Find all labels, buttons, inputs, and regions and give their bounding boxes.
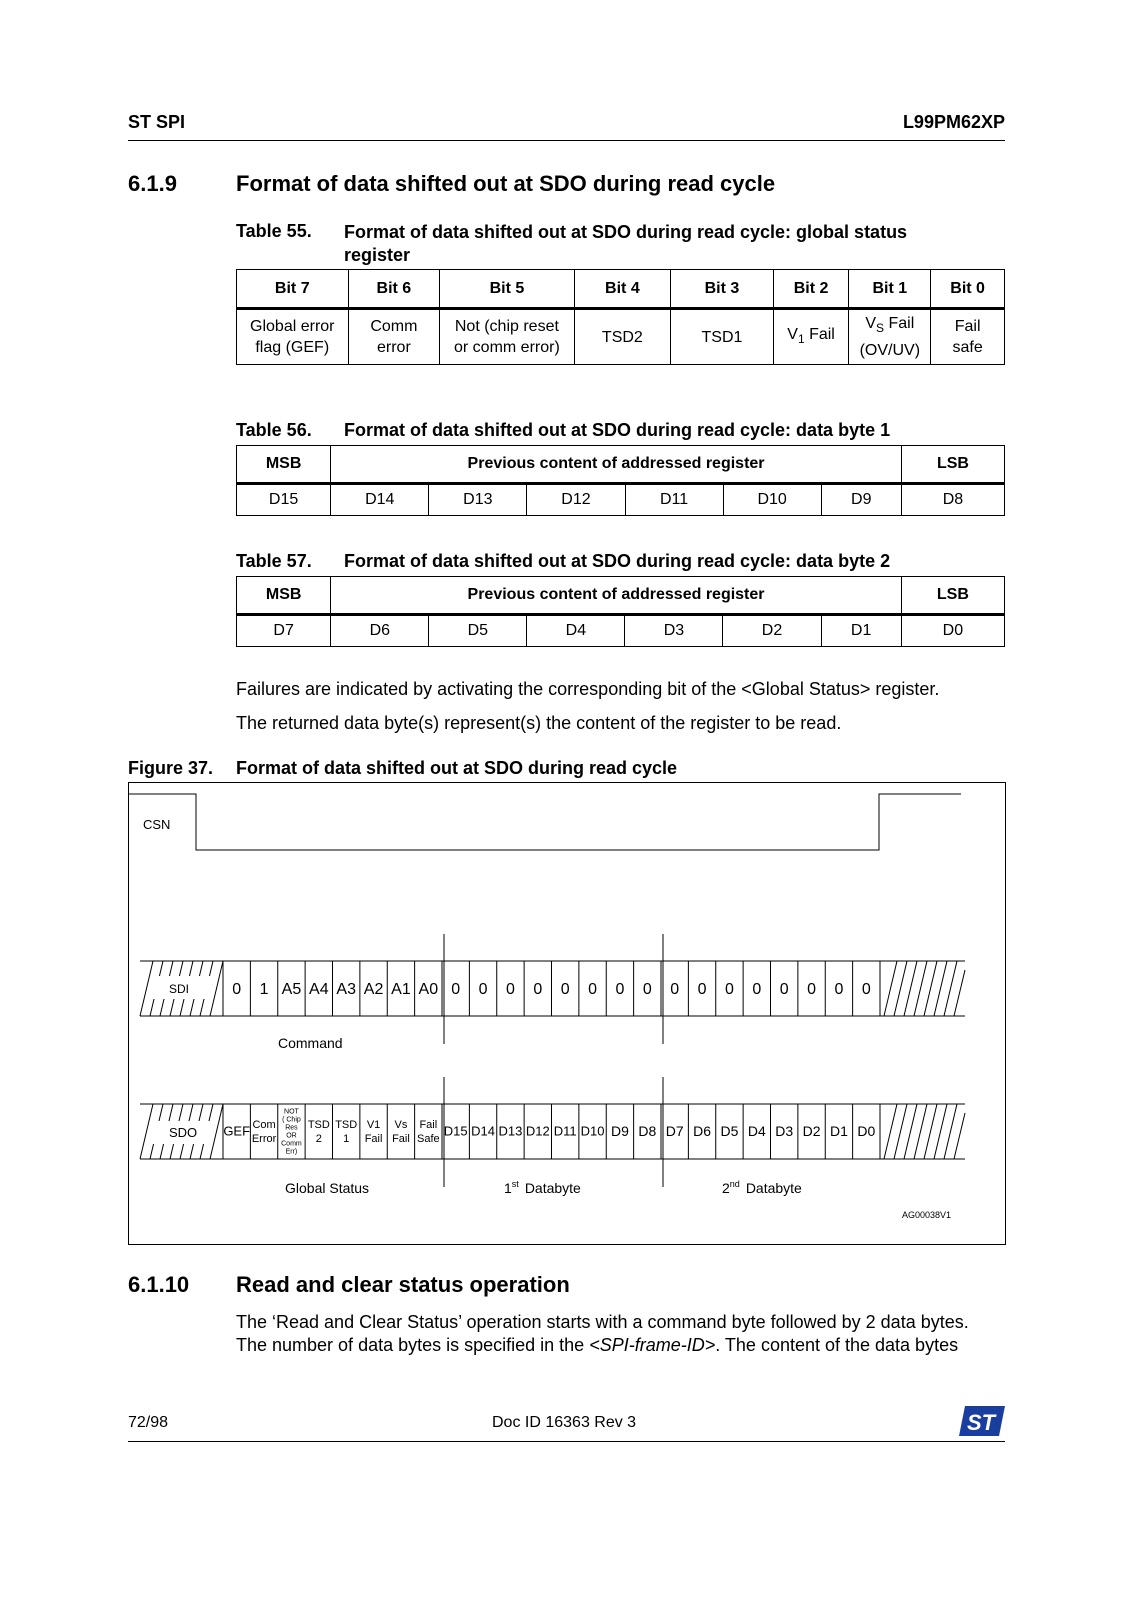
- section-title: Format of data shifted out at SDO during read cycle: [236, 171, 776, 196]
- sdo-status-bit: Res: [285, 1124, 298, 1132]
- table56-middle: Previous content of addressed register: [331, 446, 902, 484]
- sdo-hatch-right: [884, 1104, 965, 1159]
- sdi-bit-cells: [223, 961, 880, 1016]
- sdo-status-bit: Fail: [392, 1132, 410, 1145]
- table55-cell-vs-fail: $V_S$ Fail (OV/UV): [849, 309, 931, 365]
- sdo-status-bit: OR: [286, 1132, 297, 1140]
- sdo-data-bit: D3: [775, 1122, 794, 1139]
- table55: [236, 269, 1005, 365]
- header-rule: [128, 140, 1005, 141]
- sdo-status-bit: 1: [343, 1132, 350, 1145]
- header-right: L99PM62XP: [902, 112, 1005, 132]
- table55-header-cell: Bit 5: [440, 270, 574, 309]
- sdi-bit: 0: [451, 981, 461, 998]
- table55-header-cell: Bit 3: [671, 270, 774, 309]
- table56-cell: D9: [821, 484, 901, 516]
- table57-cell: D6: [331, 615, 429, 647]
- table55-label: Table 55.: [236, 221, 312, 241]
- databyte1-label: 1st Databyte: [504, 1179, 581, 1196]
- table56-lsb: LSB: [901, 446, 1004, 484]
- table57: [236, 576, 1005, 647]
- table57-cell: D4: [527, 615, 625, 647]
- sdo-status-bit: Fail: [364, 1132, 383, 1145]
- table55-cell-not-chip-reset: Not (chip reset or comm error): [440, 309, 574, 365]
- databyte2-label: 2nd Databyte: [722, 1179, 802, 1196]
- table57-msb: MSB: [237, 577, 331, 615]
- table56-cell: D11: [625, 484, 723, 516]
- table57-lsb: LSB: [901, 577, 1004, 615]
- sdo-data-bit: D7: [665, 1122, 684, 1139]
- sdo-data-bit: D0: [857, 1122, 876, 1139]
- table57-cell: D5: [429, 615, 527, 647]
- header-left: ST SPI: [128, 112, 186, 132]
- sdi-bit: 0: [779, 981, 789, 998]
- command-label: Command: [278, 1035, 343, 1051]
- table56-cell: D12: [527, 484, 625, 516]
- sdi-bit: A1: [391, 981, 411, 998]
- sdo-data-bit: D12: [525, 1123, 550, 1139]
- footer-rule: [128, 1441, 1005, 1442]
- table55-cell-tsd2: TSD2: [574, 309, 671, 365]
- sdo-status-bit: GEF: [223, 1123, 251, 1139]
- footer-doc-id: Doc ID 16363 Rev 3: [492, 1414, 637, 1431]
- sdo-status-bit: Com: [252, 1118, 276, 1131]
- svg-text:ST: ST: [967, 1410, 996, 1435]
- table56-label: Table 56.: [236, 420, 312, 440]
- table57-cell: D0: [901, 615, 1004, 647]
- table56-title: Format of data shifted out at SDO during read cycle: data byte 1: [344, 420, 891, 440]
- spi-frame-id-ref: <SPI-frame-ID>: [589, 1335, 716, 1355]
- figure37-title: Format of data shifted out at SDO during read cycle: [236, 758, 678, 778]
- table55-title: [344, 221, 907, 267]
- table56-cell: D13: [429, 484, 527, 516]
- sdo-data-bit: D14: [471, 1123, 495, 1139]
- sdo-status-bit: ( Chip: [282, 1116, 301, 1124]
- global-status-label: Global Status: [285, 1180, 370, 1196]
- table55-cell-fail-safe: Fail safe: [931, 309, 1005, 365]
- sdo-status-bit: Error: [251, 1132, 277, 1145]
- section-6110-number: 6.1.10: [128, 1272, 190, 1297]
- footer-page-number: 72/98: [128, 1414, 169, 1431]
- sdi-bit: 0: [615, 981, 625, 998]
- section-number: 6.1.9: [128, 171, 177, 196]
- sdo-status-bit: V1: [366, 1118, 381, 1131]
- sdi-bit: 0: [834, 981, 844, 998]
- sdi-bit: A2: [363, 981, 384, 998]
- sdo-data-bit: D1: [829, 1122, 848, 1139]
- sdo-status-bit: Vs: [394, 1118, 408, 1131]
- sdo-data-bit: D4: [747, 1122, 766, 1139]
- sdi-bit: 0: [670, 981, 680, 998]
- section-6110-line2: The number of data bytes is specified in the <SPI-frame-ID>. The content of the data bytes: [236, 1335, 959, 1355]
- table56-cell: D10: [723, 484, 821, 516]
- table57-label: Table 57.: [236, 551, 312, 571]
- sdo-data-bit: D11: [553, 1123, 577, 1139]
- section-6110-line1: The ‘Read and Clear Status’ operation starts with a command byte followed by 2 data bytes.: [236, 1312, 969, 1332]
- sdi-bit: 0: [752, 981, 762, 998]
- sdi-bit: 0: [807, 981, 817, 998]
- sdo-bit-cells: [223, 1104, 880, 1159]
- table55-header-cell: Bit 7: [237, 270, 349, 309]
- table55-cell-comm-error: Comm error: [348, 309, 440, 365]
- table56-cell: D8: [901, 484, 1004, 516]
- sdi-bit: A3: [336, 981, 356, 998]
- sdo-label: SDO: [169, 1125, 198, 1140]
- sdo-data-bit: D9: [610, 1122, 629, 1139]
- sdo-status-bit: 2: [315, 1132, 322, 1145]
- csn-label: CSN: [143, 817, 171, 832]
- sdi-bit: A0: [418, 981, 439, 998]
- sdi-bit: 0: [478, 981, 488, 998]
- sdo-status-bit: NOT: [284, 1108, 299, 1116]
- sdo-data-bit: D8: [638, 1122, 657, 1139]
- sdo-status-bit: Err): [285, 1148, 298, 1156]
- sdi-bit: 0: [861, 981, 871, 998]
- paragraph-failures: Failures are indicated by activating the corresponding bit of the <Global Status> register.: [236, 679, 940, 699]
- sdi-bit: 0: [505, 981, 515, 998]
- paragraph-returned-data: The returned data byte(s) represent(s) the content of the register to be read.: [236, 713, 842, 733]
- sdi-bit: 1: [259, 981, 269, 998]
- figure37-timing-diagram: [128, 782, 1006, 1245]
- table57-cell: D2: [723, 615, 821, 647]
- table55-header-cell: Bit 6: [348, 270, 440, 309]
- sdo-data-bit: D2: [802, 1122, 821, 1139]
- sdi-bit: 0: [533, 981, 543, 998]
- sdi-label: SDI: [169, 982, 190, 996]
- sdi-bit: A4: [309, 981, 329, 998]
- figure-code: AG00038V1: [902, 1210, 952, 1220]
- table55-title-line2: register: [344, 245, 411, 265]
- sdi-bit: 0: [724, 981, 734, 998]
- sdi-bit: 0: [642, 981, 652, 998]
- table56-cell: D14: [331, 484, 429, 516]
- table57-cell: D7: [237, 615, 331, 647]
- section-6110-title: Read and clear status operation: [236, 1272, 570, 1297]
- sdi-hatch-right: [884, 961, 965, 1016]
- sdi-bit: 0: [588, 981, 598, 998]
- sdo-data-bit: D10: [580, 1123, 605, 1139]
- table57-title: Format of data shifted out at SDO during read cycle: data byte 2: [344, 551, 891, 571]
- sdi-bit: 0: [560, 981, 570, 998]
- figure37-label: Figure 37.: [128, 758, 214, 778]
- sdo-status-bit: TSD: [307, 1118, 330, 1131]
- table55-header-cell: Bit 0: [931, 270, 1005, 309]
- table57-cell: D3: [625, 615, 723, 647]
- sdo-status-bit: Fail: [419, 1118, 438, 1131]
- table56-msb: MSB: [237, 446, 331, 484]
- table55-cell-tsd1: TSD1: [671, 309, 774, 365]
- table55-header-cell: Bit 2: [773, 270, 849, 309]
- table55-cell-v1-fail: $V_1$ Fail: [773, 309, 849, 365]
- table56: [236, 445, 1005, 516]
- sdo-data-bit: D13: [498, 1123, 523, 1139]
- sdo-status-bit: TSD: [335, 1118, 358, 1131]
- sdi-bit: 0: [232, 981, 242, 998]
- sdo-data-bit: D5: [720, 1122, 739, 1139]
- sdo-status-bit: Comm: [281, 1140, 302, 1148]
- table56-cell: D15: [237, 484, 331, 516]
- sdo-status-bit: Safe: [416, 1132, 440, 1145]
- sdi-bit: 0: [697, 981, 707, 998]
- sdo-data-bit: D6: [693, 1122, 712, 1139]
- sdi-bit: A5: [281, 981, 302, 998]
- sdo-data-bit: D15: [443, 1123, 468, 1139]
- table55-cell-gef: Global error flag (GEF): [237, 309, 349, 365]
- table55-title-line1: Format of data shifted out at SDO during read cycle: global status: [344, 222, 908, 242]
- st-logo-icon: [959, 1406, 1005, 1436]
- table57-cell: D1: [821, 615, 901, 647]
- table57-middle: Previous content of addressed register: [331, 577, 902, 615]
- csn-waveform: [128, 794, 961, 850]
- table55-header-cell: Bit 4: [574, 270, 671, 309]
- table55-header-cell: Bit 1: [849, 270, 931, 309]
